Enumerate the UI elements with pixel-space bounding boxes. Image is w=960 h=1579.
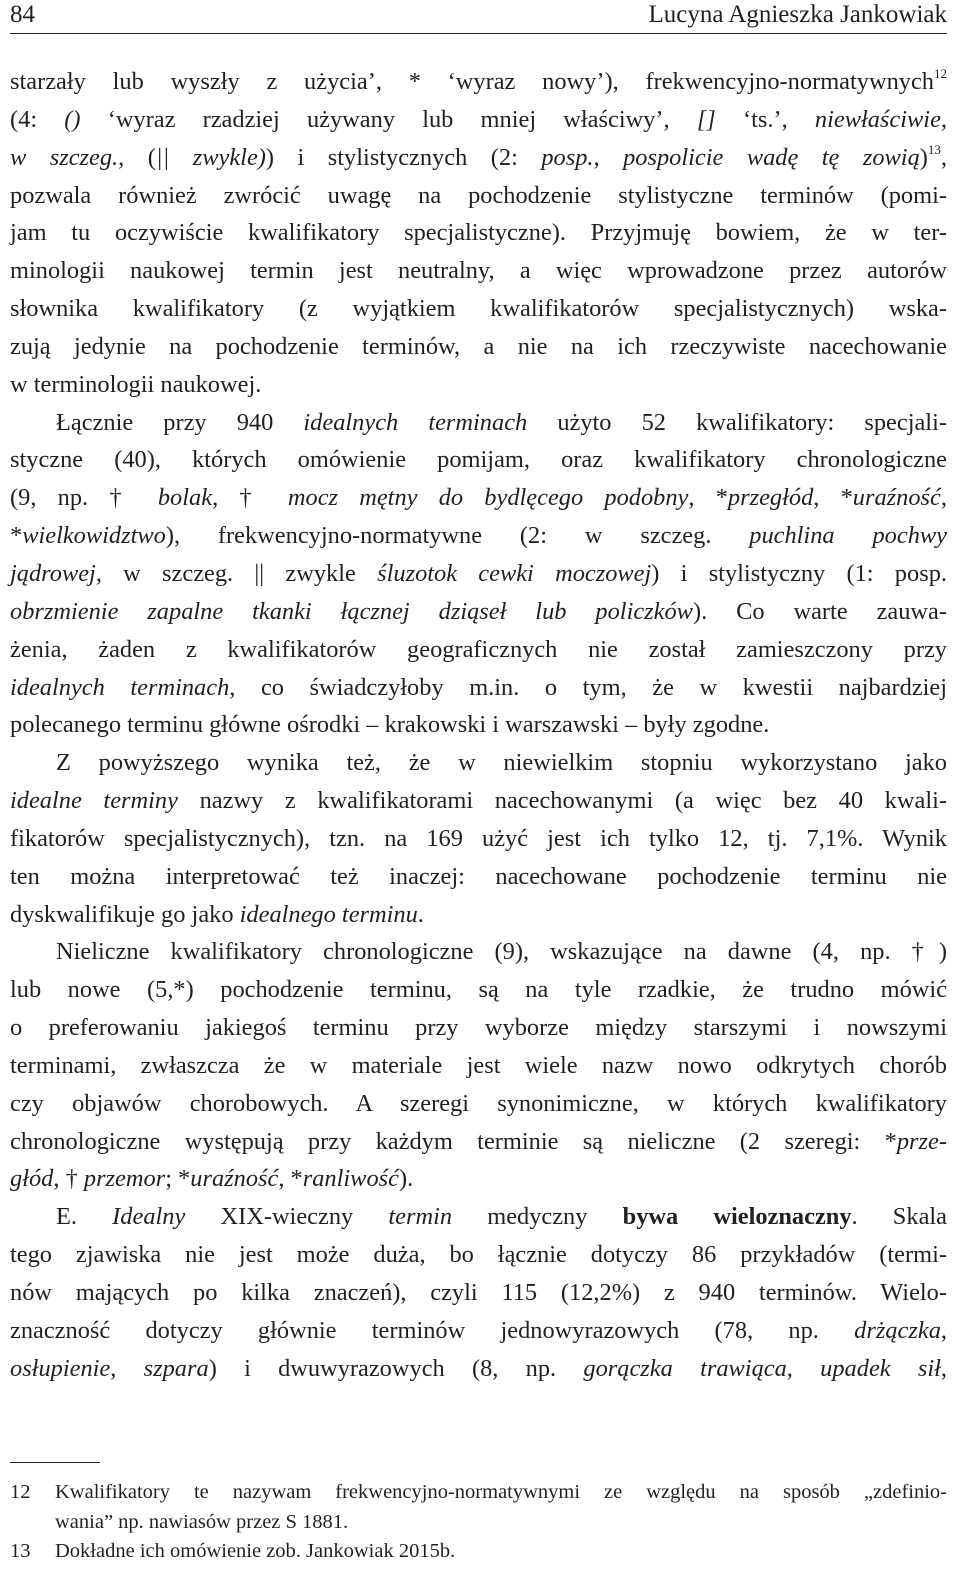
text-line: jam tu oczywiście kwalifikatory specjalistyczne). Przyjmuję bowiem, że w ter- — [10, 219, 947, 247]
text-line: osłupienie, szpara) i dwuwyrazowych (8, np. gorączka trawiąca, upadek sił, — [10, 1354, 947, 1382]
body-text — [10, 63, 947, 1388]
text-line: tego zjawiska nie jest może duża, bo łącznie dotyczy 86 przykładów (termi- — [10, 1241, 947, 1269]
text-line: w szczeg., (|| zwykle)) i stylistycznych (2: posp., pospolicie wadę tę zowią)$^{13}$, — [10, 141, 948, 171]
paragraph-1 — [10, 63, 947, 404]
text-line: starzały lub wyszły z użycia’, * ‘wyraz nowy’), frekwencyjno-normatywnych$^{12}$ — [10, 65, 947, 95]
text-line: chronologiczne występują przy każdym terminie są nieliczne (2 szeregi: *prze- — [10, 1127, 947, 1155]
footnote-number: 13 — [10, 1540, 31, 1562]
footnotes — [10, 1478, 947, 1567]
text-line: ten można interpretować też inaczej: nacechowane pochodzenie terminu nie — [10, 862, 947, 890]
text-line: terminami, zwłaszcza że w materiale jest wiele nazw nowo odkrytych chorób — [10, 1051, 947, 1079]
paragraph-5 — [10, 1198, 947, 1387]
text-line: czy objawów chorobowych. A szeregi synonimiczne, w których kwalifikatory — [10, 1089, 947, 1117]
text-line: Z powyższego wynika też, że w niewielkim stopniu wykorzystano jako — [56, 749, 947, 777]
text-line: idealne terminy nazwy z kwalifikatorami nacechowanymi (a więc bez 40 kwali- — [10, 787, 947, 815]
text-line: minologii naukowej termin jest neutralny, a więc wprowadzone przez autorów — [10, 257, 947, 285]
text-line: fikatorów specjalistycznych), tzn. na 169 użyć jest ich tylko 12, tj. 7,1%. Wynik — [10, 824, 947, 852]
text-line: (4: () ‘wyraz rzadziej używany lub mniej właściwy’, [] ‘ts.’, niewłaściwie, — [10, 105, 947, 133]
text-line: *wielkowidztwo), frekwencyjno-normatywne (2: w szczeg. puchlina pochwy — [10, 522, 947, 550]
text-line: znaczność dotyczy głównie terminów jednowyrazowych (78, np. drżączka, — [10, 1316, 947, 1344]
footnote-line: Dokładne ich omówienie zob. Jankowiak 2015b. — [55, 1540, 456, 1562]
running-header — [10, 0, 947, 34]
text-line: pozwala również zwrócić uwagę na pochodzenie stylistyczne terminów (pomi- — [10, 181, 947, 209]
paragraph-4 — [10, 933, 947, 1198]
footnote-line: wania” np. nawiasów przez S 1881. — [55, 1510, 349, 1533]
text-line: nów mających po kilka znaczeń), czyli 115 (12,2%) z 940 terminów. Wielo- — [10, 1279, 947, 1306]
text-line: dyskwalifikuje go jako idealnego terminu. — [10, 900, 424, 928]
text-line: głód, † przemor; *uraźność, *ranliwość). — [10, 1165, 414, 1193]
page-number: 84 — [10, 1, 35, 28]
text-line: polecanego terminu główne ośrodki – krakowski i warszawski – były zgodne. — [10, 711, 770, 739]
footnote-ref-12[interactable]: 12 — [934, 65, 947, 81]
text-line: żenia, żaden z kwalifikatorów geograficznych nie został zamieszczony przy — [10, 635, 947, 663]
running-head-author: Lucyna Agnieszka Jankowiak — [648, 1, 947, 28]
footnote-12 — [10, 1478, 947, 1537]
footnote-line: Kwalifikatory te nazywam frekwencyjno-normatywnymi ze względu na sposób „zdefinio- — [55, 1481, 947, 1503]
text-line: E. Idealny XIX-wieczny termin medyczny bywa wieloznaczny. Skala — [56, 1203, 947, 1231]
text-line: jądrowej, w szczeg. || zwykle śluzotok cewki moczowej) i stylistyczny (1: posp. — [10, 559, 947, 587]
text-line: obrzmienie zapalne tkanki łącznej dziąseł lub policzków). Co warte zauwa- — [10, 597, 947, 625]
footnote-number: 12 — [10, 1481, 31, 1503]
text-line: w terminologii naukowej. — [10, 370, 262, 398]
paragraph-2 — [10, 404, 947, 745]
text-line: Nieliczne kwalifikatory chronologiczne (9), wskazujące na dawne (4, np. †) — [56, 938, 947, 966]
text-line: (9, np. † bolak, † mocz mętny do bydlęcego podobny, *przegłód, *uraźność, — [10, 484, 947, 512]
text-line: lub nowe (5,*) pochodzenie terminu, są na tyle rzadkie, że trudno mówić — [10, 976, 947, 1004]
paragraph-3 — [10, 744, 947, 933]
footnote-13 — [10, 1537, 947, 1567]
footnote-separator — [10, 1462, 100, 1463]
text-line: idealnych terminach, co świadczyłoby m.in. o tym, że w kwestii najbardziej — [10, 673, 947, 701]
text-line: o preferowaniu jakiegoś terminu przy wyborze między starszymi i nowszymi — [10, 1014, 947, 1042]
text-line: słownika kwalifikatory (z wyjątkiem kwalifikatorów specjalistycznych) wska- — [10, 295, 947, 323]
text-line: Łącznie przy 940 idealnych terminach użyto 52 kwalifikatory: specjali- — [56, 408, 947, 436]
text-line: zują jedynie na pochodzenie terminów, a nie na ich rzeczywiste nacechowanie — [10, 332, 947, 360]
text-line: styczne (40), których omówienie pomijam, oraz kwalifikatory chronologiczne — [10, 446, 947, 474]
footnote-ref-13[interactable]: 13 — [927, 141, 941, 157]
page — [10, 0, 947, 1579]
